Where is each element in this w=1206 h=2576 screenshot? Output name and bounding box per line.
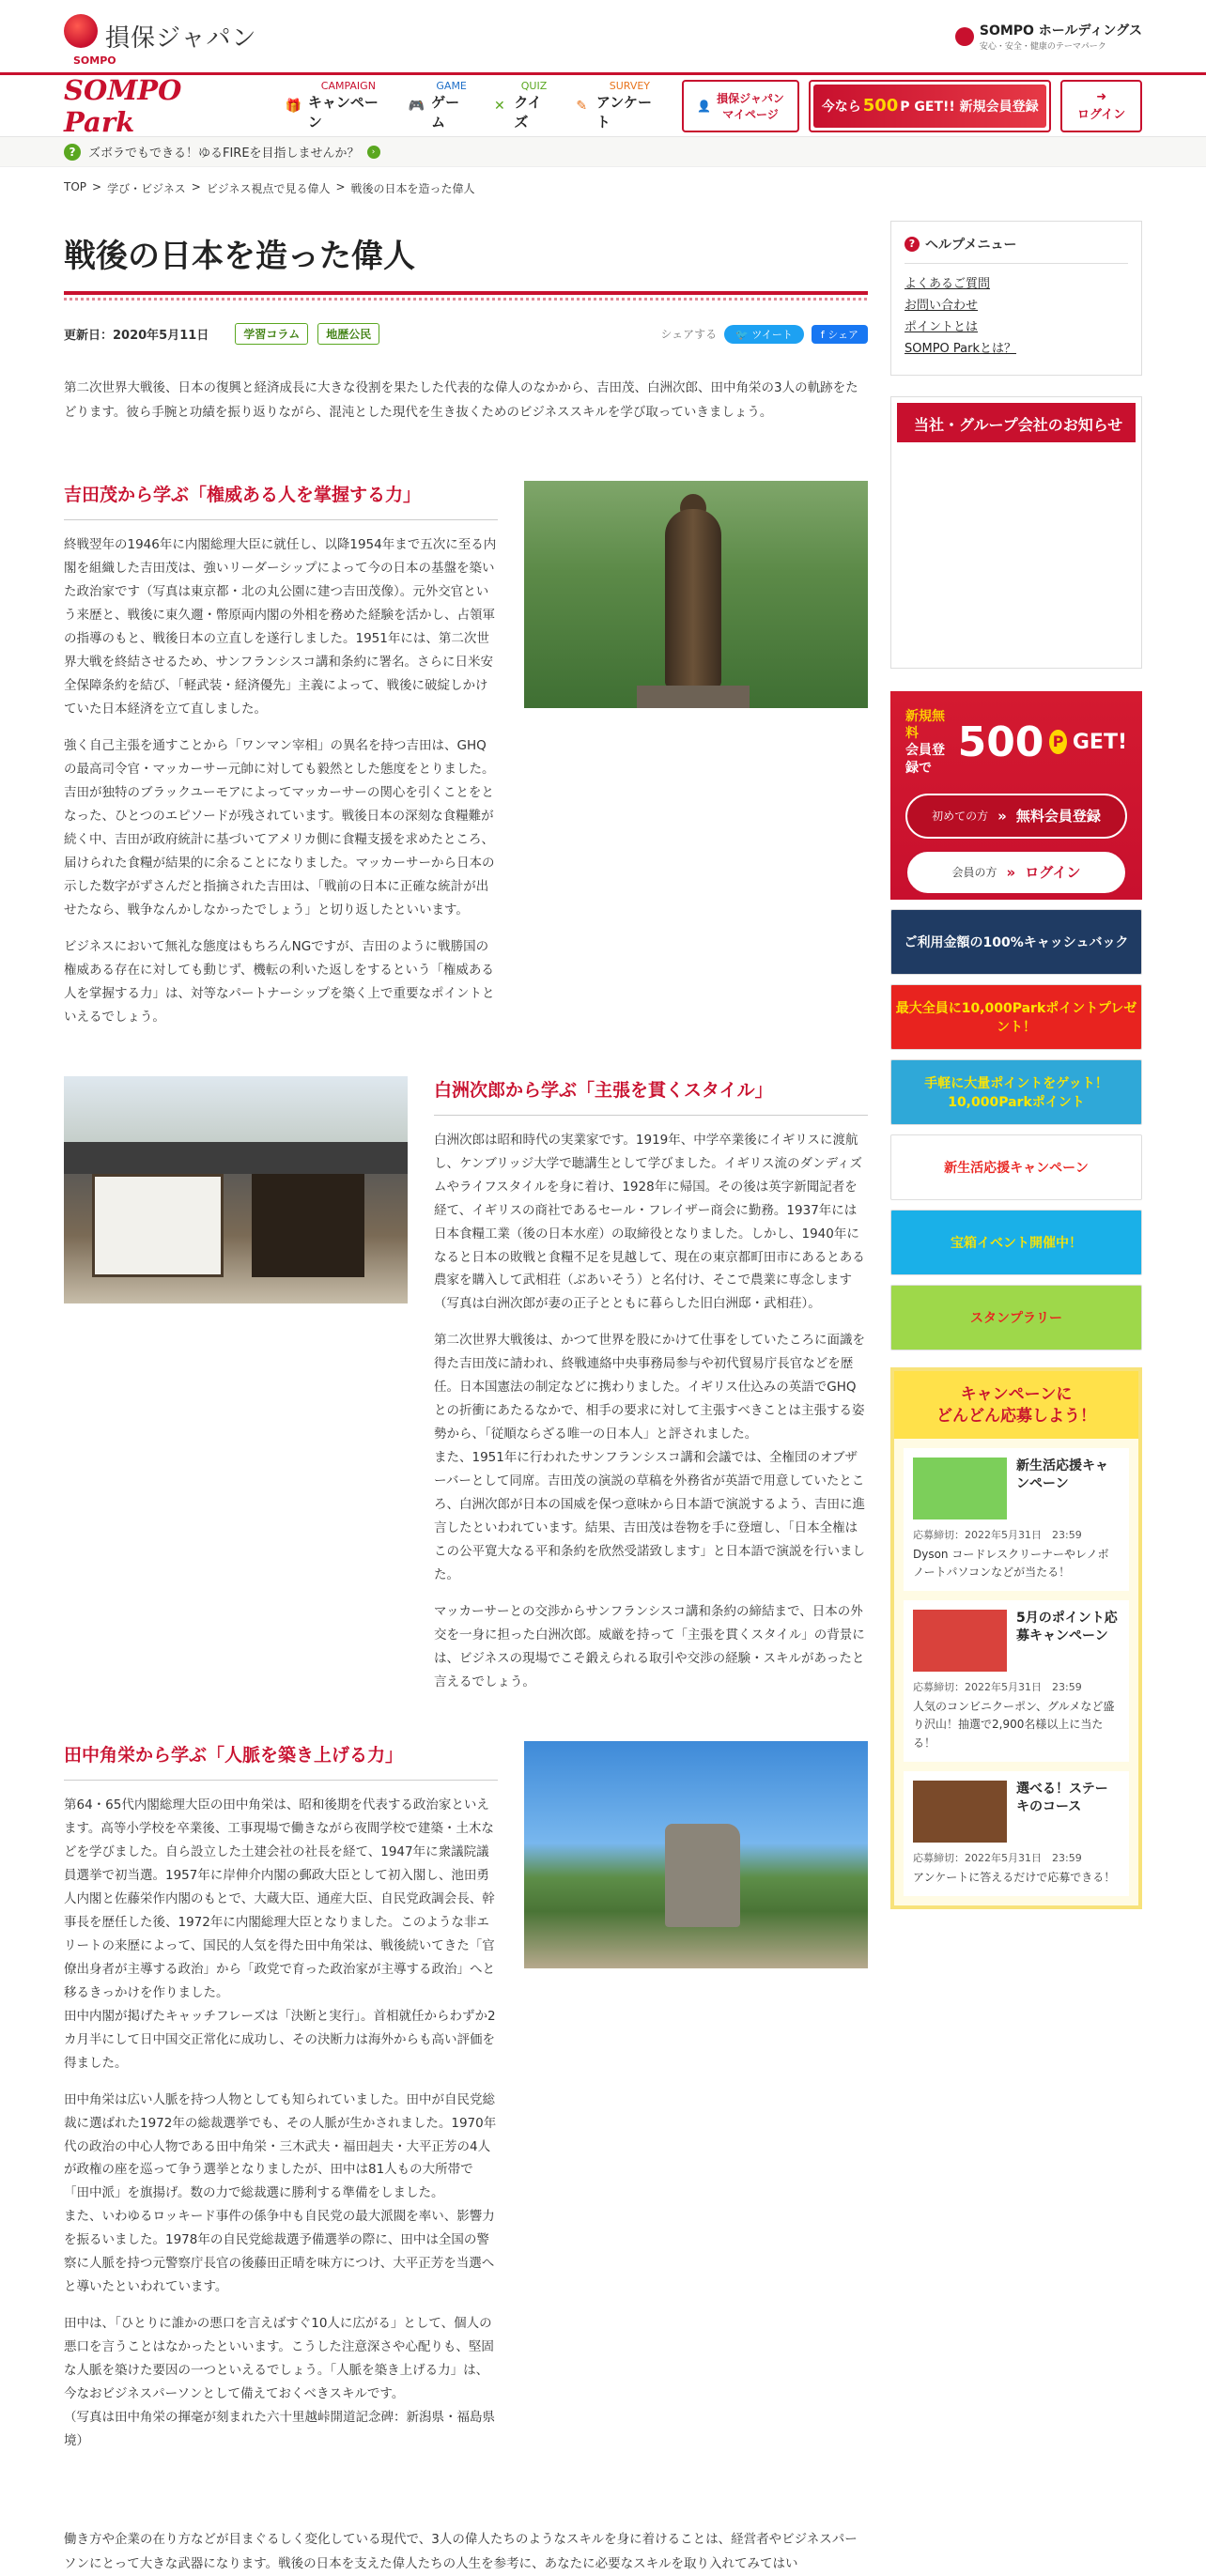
campaign-thumbnail: [913, 1610, 1007, 1672]
signup-points: 500: [862, 96, 899, 116]
section-paragraph: 田中角栄は広い人脈を持つ人物としても知られていました。田中が自民党総裁に選ばれた1972年の総裁選挙でも、その人脈が生かされました。1970年代の政治の中心人物である田中角栄・三木武夫・福田赳夫・大平正芳の4人が政権の座を巡って争う選挙となりましたが、田中は81人もの大所帯で「田中派」を旗揚げ。数の力で総裁選に勝利する準備をしました。 また、いわゆるロッキード事件の係争中も自民党の最大派閥を率い、影響力を振るいました。1978年の自民党総裁選予備選挙の際に、田中は全国の警察に人脈を持つ元警察庁長官の後藤田正晴を味方につけ、大平正芳を当選へと導いたといわれています。: [64, 2091, 497, 2295]
login-button[interactable]: [1060, 80, 1142, 132]
updated-date: 更新日：2020年5月11日: [64, 329, 209, 343]
question-icon: ?: [64, 144, 81, 161]
sompo-park-logo[interactable]: SOMPO Park: [64, 73, 182, 138]
main-nav: [0, 75, 1206, 137]
nav-campaign[interactable]: [285, 80, 389, 131]
holdings-mark-icon: [955, 27, 974, 46]
promo-banner[interactable]: [890, 1059, 1142, 1125]
facebook-icon: f: [820, 328, 828, 341]
holdings-tagline: 安心・安全・健康のテーマパーク: [979, 42, 1106, 52]
yoshida-statue-photo: [524, 481, 868, 1028]
login-label: ログイン: [1076, 107, 1126, 122]
login-arrow-icon: ➜: [1096, 89, 1107, 104]
promo-banner-text: 手軽に大量ポイントをゲット！10,000Parkポイント: [924, 1076, 1108, 1110]
breadcrumb-item[interactable]: ビジネス視点で見る偉人: [206, 182, 331, 195]
campaign-desc: アンケートに答えるだけで応募できる！: [913, 1870, 1116, 1884]
nav-en-label: QUIZ: [520, 80, 548, 92]
breadcrumb-separator: >: [92, 180, 102, 193]
nav-game[interactable]: [408, 80, 472, 131]
buaiso-house-photo: [64, 1076, 408, 1694]
fb-share-label: シェア: [827, 328, 858, 341]
help-menu: [890, 221, 1142, 376]
campaign-item[interactable]: [904, 1771, 1129, 1896]
free-register-button[interactable]: [905, 794, 1127, 839]
sompo-mark-icon: [64, 14, 98, 48]
reg-points: 500: [957, 717, 1044, 766]
reg-small-1: 新規無料: [905, 709, 945, 742]
promo-banner-text: ご利用金額の100%キャッシュバック: [904, 935, 1129, 950]
notice-bar[interactable]: [0, 137, 1206, 167]
breadcrumb: [0, 167, 1206, 196]
section-paragraph: 田中は、「ひとりに誰かの悪口を言えばすぐ10人に広がる」として、個人の悪口を言うことはなかったといいます。こうした注意深さや心配りも、堅固な人脈を築けた要因の一つといえるでしょう。「人脈を築き上げる力」は、今なおビジネスパーソンとして備えておくべきスキルです。 （写真は田中角栄の揮毫が刻まれた六十里越峠開道記念碑：新潟県・福島県境）: [64, 2316, 495, 2449]
article: [64, 196, 868, 2576]
campaign-name: 新生活応援キャンペーン: [1016, 1458, 1108, 1491]
tag-badge[interactable]: 学習コラム: [235, 323, 308, 345]
promo-banner[interactable]: [890, 1210, 1142, 1275]
tweet-button[interactable]: [724, 325, 804, 344]
register-promo: [890, 691, 1142, 900]
nav-en-label: SURVEY: [609, 80, 651, 92]
breadcrumb-separator: >: [335, 180, 346, 193]
nav-jp-label: キャンペーン: [307, 94, 379, 131]
first-time-label: 初めての方: [932, 810, 989, 824]
nav-jp-label: アンケート: [595, 94, 652, 131]
section-heading: 田中角栄から学ぶ「人脈を築き上げる力」: [64, 1741, 498, 1781]
breadcrumb-item[interactable]: 学び・ビジネス: [107, 182, 186, 195]
tag-badge[interactable]: 地歴公民: [317, 323, 379, 345]
campaign-deadline: 応募締切：2022年5月31日 23:59: [913, 1681, 1082, 1694]
member-login-label: ログイン: [1025, 864, 1081, 882]
nav-jp-label: ゲーム: [431, 94, 460, 131]
help-link-faq[interactable]: よくあるご質問: [904, 277, 991, 291]
section-paragraph: 強く自己主張を通すことから「ワンマン宰相」の異名を持つ吉田は、GHQの最高司令官・マッカーサー元帥に対しても毅然とした態度をとりました。吉田が独特のブラックユーモアによってマッカーサーの関心を引くことをとなった、ひとつのエピソードが残されています。戦後日本の深刻な食糧難が続く中、吉田が政府統計に基づいてアメリカ側に食糧支援を求めたところ、届けられた食糧が結果的に余ることになりました。マッカーサーから日本の示した数字がずさんだと指摘された吉田は、「戦前の日本に正確な統計が出せたなら、戦争なんかしなかったでしょう」と切り返したといいます。: [64, 738, 495, 918]
notice-text: ズボラでもできる！ゆるFIREを目指しませんか？: [88, 147, 360, 161]
section-heading: 白洲次郎から学ぶ「主張を貫くスタイル」: [434, 1076, 868, 1116]
promo-banner-text: 最大全員に10,000Parkポイントプレゼント！: [895, 1001, 1137, 1035]
promo-banner-text: スタンプラリー: [970, 1311, 1062, 1326]
article-lead: 第二次世界大戦後、日本の復興と経済成長に大きな役割を果たした代表的な偉人のなかから、吉田茂、白洲次郎、田中角栄の3人の軌跡をたどります。彼ら手腕と功績を振り返りながら、混沌とした現代を生き抜くためのビジネススキルを学び取っていきましょう。: [64, 380, 858, 420]
signup-post: P GET!! 新規会員登録: [900, 99, 1039, 115]
news-title: 当社・グループ会社のお知らせ: [891, 397, 1141, 442]
chevron-double-right-icon: »: [997, 807, 1007, 825]
campaign-item[interactable]: [904, 1448, 1129, 1591]
signup-pre: 今なら: [821, 99, 861, 115]
facebook-share-button[interactable]: [812, 325, 868, 344]
page-title: 戦後の日本を造った偉人: [64, 230, 868, 295]
gift-icon: 🎁: [285, 98, 302, 114]
section-shirasu: [64, 1076, 868, 1694]
share-bar: [660, 325, 868, 344]
section-heading: 吉田茂から学ぶ「権威ある人を掌握する力」: [64, 481, 498, 520]
holdings-name: SOMPO ホールディングス: [979, 23, 1142, 39]
promo-banner[interactable]: [890, 1285, 1142, 1350]
breadcrumb-current: 戦後の日本を造った偉人: [350, 182, 475, 195]
twitter-icon: 🐦: [735, 328, 752, 341]
share-label: シェアする: [660, 328, 718, 341]
section-paragraph: 第64・65代内閣総理大臣の田中角栄は、昭和後期を代表する政治家といえます。高等小学校を卒業後、工事現場で働きながら夜間学校で建築・土木などを学びました。自ら設立した土建会社の社長を経て、1947年に衆議院議員選挙で初当選。1957年に岸伸介内閣の郵政大臣として初入閣し、池田勇人内閣と佐藤栄作内閣のもとで、大蔵大臣、通産大臣、自民党政調会長、幹事長を歴任した後、1972年に内閣総理大臣となりました。このような非エリートの来歴によって、国民的人気を得た田中角栄は、戦後続いてきた「官僚出身者が主導する政治」から「政党で育った政治家が主導する政治」へと移るきっかけを作りました。 田中内閣が掲げたキャッチフレーズは「決断と実行」。首相就任からわずか2カ月半にして日中国交正常化に成功し、その決断力は海外からも高い評価を得ました。: [64, 1797, 496, 2071]
banner-list: [890, 909, 1142, 1350]
campaign-desc: Dyson コードレスクリーナーやレノボ ノートパソコンなどが当たる！: [913, 1547, 1109, 1580]
nav-en-label: CAMPAIGN: [320, 80, 376, 92]
chevron-double-right-icon: »: [1006, 863, 1016, 881]
help-link-points[interactable]: ポイントとは: [904, 320, 979, 334]
tweet-label: ツイート: [751, 328, 793, 341]
section-tanaka: [64, 1741, 868, 2453]
section-paragraph: 白洲次郎は昭和時代の実業家です。1919年、中学卒業後にイギリスに渡航し、ケンブリッジ大学で聴講生として学びました。イギリス流のダンディズムやライフスタイルを身に着け、1928年に帰国。その後は英字新聞記者を経て、イギリスの商社であるセール・フレイザー商会に勤務。1937年には日本食糧工業（後の日本水産）の取締役となりました。しかし、1940年になると日本の敗戦と食糧不足を見越して、現在の東京都町田市にあるとある農家を購入して武相荘（ぶあいそう）と名付け、そこで農業に専念します（写真は白洲次郎が妻の正子とともに暮らした旧白洲邸・武相荘）。: [434, 1132, 865, 1312]
member-label: 会員の方: [951, 866, 997, 880]
monument-photo: [524, 1741, 868, 2453]
nav-survey[interactable]: [573, 80, 663, 131]
campaign-desc: 人気のコンビニクーポン、グルメなど盛り沢山！抽選で2,900名様以上に当たる！: [913, 1700, 1115, 1750]
signup-banner-button[interactable]: [809, 80, 1051, 132]
nav-en-label: GAME: [436, 80, 467, 92]
nav-quiz[interactable]: [490, 80, 553, 131]
mypage-button[interactable]: [682, 80, 799, 132]
site-header: [0, 0, 1206, 75]
section-paragraph: ビジネスにおいて無礼な態度はもちろんNGですが、吉田のように戦勝国の権威ある存在に対しても動じず、機転の利いた返しをするという「権威ある人を掌握する力」は、対等なパートナーシップを築く上で重要なポイントといえるでしょう。: [64, 938, 495, 1025]
question-icon: ?: [904, 237, 920, 252]
sompo-japan-logo[interactable]: [64, 19, 256, 54]
campaign-head: キャンペーンに どんどん応募しよう！: [894, 1371, 1138, 1439]
breadcrumb-item[interactable]: TOP: [64, 180, 87, 193]
free-register-label: 無料会員登録: [1015, 808, 1101, 825]
section-paragraph: マッカーサーとの交渉からサンフランシスコ講和条約の締結まで、日本の外交を一身に担った白洲次郎。威厳を持って「主張を貫くスタイル」の背景には、ビジネスの現場でこそ鍛えられる取引や交渉の経験・スキルがあったと言えるでしょう。: [434, 1604, 865, 1689]
quiz-icon: ✕: [493, 98, 505, 114]
campaign-name: 5月のポイント応募キャンペーン: [1016, 1611, 1118, 1644]
brand-sub: SOMPO: [73, 54, 116, 67]
promo-banner-text: 新生活応援キャンペーン: [944, 1161, 1089, 1176]
campaign-deadline: 応募締切：2022年5月31日 23:59: [913, 1528, 1082, 1541]
article-closing: 働き方や企業の在り方などが目まぐるしく変化している現代で、3人の偉人たちのようなスキルを身に着けることは、経営者やビジネスパーソンにとって大きな武器になります。戦後の日本を支えた偉人たちの人生を参考に、あなたに必要なスキルを取り入れてみてはい: [64, 2532, 858, 2571]
campaign-item[interactable]: [904, 1600, 1129, 1762]
sidebar: [890, 196, 1142, 2576]
point-coin-icon: P: [1049, 730, 1066, 754]
nav-jp-label: クイズ: [514, 94, 542, 131]
campaign-thumbnail: [913, 1781, 1007, 1843]
campaign-deadline: 応募締切：2022年5月31日 23:59: [913, 1851, 1082, 1864]
help-title: ヘルプメニュー: [925, 238, 1017, 253]
reg-get: GET!: [1072, 730, 1127, 754]
campaign-box: [890, 1367, 1142, 1909]
promo-banner[interactable]: [890, 909, 1142, 975]
mypage-label: 損保ジャパン マイページ: [717, 91, 784, 121]
brand-name: 損保ジャパン: [105, 24, 257, 53]
group-news-box: [890, 396, 1142, 669]
promo-banner-text: 宝箱イベント開催中！: [951, 1236, 1082, 1251]
section-yoshida: [64, 481, 868, 1028]
help-link-contact[interactable]: お問い合わせ: [904, 299, 979, 313]
section-paragraph: 第二次世界大戦後は、かつて世界を股にかけて仕事をしていたころに面識を得た吉田茂に請われ、終戦連絡中央事務局参与や初代貿易庁長官などを歴任。日本国憲法の制定などに携わりました。イギリス仕込みの英語でGHQとの折衝にあたるなかで、相手の要求に対して主張すべきことは主張する姿勢から、「従順ならざる唯一の日本人」と評されました。 また、1951年に行われたサンフランシスコ講和会議では、全権団のオブザーバーとして同席。吉田茂の演説の草稿を外務省が英語で用意していたところ、白洲次郎が日本の国威を保つ意味から日本語で演説するよう、吉田に進言したといわれています。結果、吉田茂は巻物を手に登壇し、「日本全権はこの公平寛大なる平和条約を欣然受諾致します」と日本語で演説を行いました。: [434, 1333, 865, 1583]
user-icon: 👤: [697, 99, 712, 113]
promo-banner[interactable]: [890, 984, 1142, 1050]
holdings-logo[interactable]: [955, 21, 1142, 52]
promo-banner[interactable]: [890, 1134, 1142, 1200]
article-meta: [64, 323, 868, 345]
campaign-thumbnail: [913, 1458, 1007, 1519]
breadcrumb-separator: >: [191, 180, 201, 193]
section-paragraph: 終戦翌年の1946年に内閣総理大臣に就任し、以降1954年まで五次に至る内閣を組織した吉田茂は、強いリーダーシップによって今の日本の基盤を築いた政治家です（写真は東京都・北の丸公園に建つ吉田茂像）。元外交官という来歴と、戦後に東久邇・幣原両内閣の外相を務めた経験を活かし、占領軍の指導のもと、戦後日本の立直しを遂行しました。1951年には、第二次世界大戦を終結させるため、サンフランシスコ講和条約に署名。さらに日米安全保障条約を結び、「軽武装・経済優先」主義によって、戦後に破綻しかけていた日本経済を立て直しました。: [64, 537, 497, 717]
clipboard-icon: ✎: [576, 98, 588, 114]
gamepad-icon: 🎮: [408, 98, 425, 114]
member-login-button[interactable]: [905, 850, 1127, 895]
help-link-about[interactable]: SOMPO Parkとは？: [904, 342, 1016, 356]
reg-small-2: 会員登録で: [905, 743, 945, 776]
campaign-name: 選べる！ステーキのコース: [1016, 1781, 1108, 1814]
chevron-right-icon: ›: [367, 146, 380, 159]
